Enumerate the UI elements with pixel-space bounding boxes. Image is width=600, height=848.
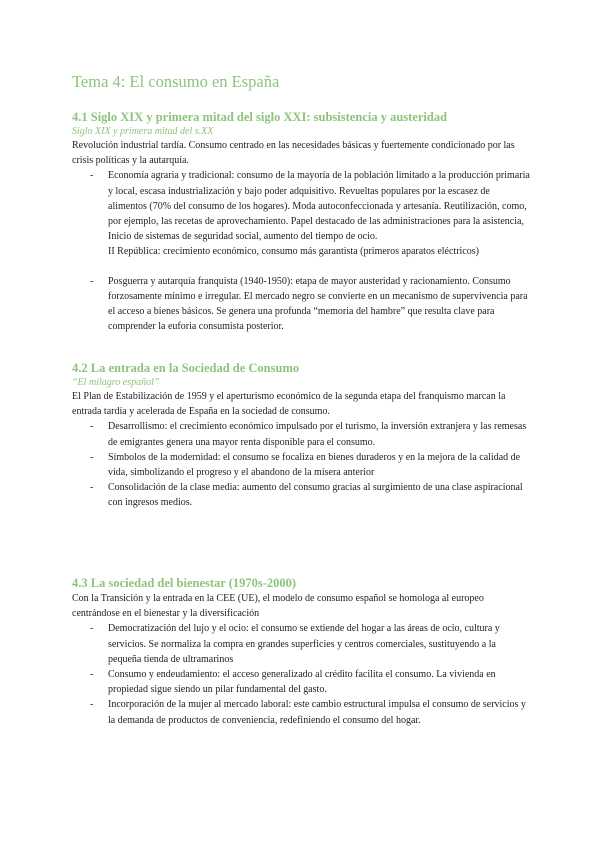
spacer bbox=[108, 260, 530, 274]
list-item bbox=[108, 419, 530, 449]
section-heading: 4.1 Siglo XIX y primera mitad del siglo XXI: subsistencia y austeridad bbox=[72, 110, 448, 124]
list-item-text: Símbolos de la modernidad: el consumo se focaliza en bienes duraderos y en la mejora de la calidad de vida, simbolizando el progreso y el abandono de la mísera anterior bbox=[108, 451, 521, 479]
list-item bbox=[108, 274, 530, 335]
section-heading: 4.3 La sociedad del bienestar (1970s-2000) bbox=[72, 576, 297, 590]
list-item bbox=[108, 697, 530, 727]
document-title: Tema 4: El consumo en España bbox=[72, 72, 280, 91]
section-subheading: Siglo XIX y primera mitad del s.XX bbox=[72, 126, 214, 137]
list-item-text: Consolidación de la clase media: aumento del consumo gracias al surgimiento de una clase aspiracional con ingresos medios. bbox=[108, 482, 523, 509]
section-intro: Con la Transición y la entrada en la CEE (UE), el modelo de consumo español se homologa al europeo centrándose en el bienestar y la diversificación bbox=[72, 593, 484, 620]
list-item bbox=[108, 621, 530, 667]
bullet-list bbox=[72, 621, 530, 727]
section-intro: Revolución industrial tardía. Consumo centrado en las necesidades básicas y fuertemente condicionado por las crisis políticas y la autarquía. bbox=[72, 140, 515, 167]
list-item bbox=[108, 450, 530, 480]
section-subheading: “El milagro español” bbox=[72, 377, 160, 388]
list-item-text: Consumo y endeudamiento: el acceso generalizado al crédito facilita el consumo. La vivienda en propiedad sigue siendo un pilar fundamental del gasto. bbox=[108, 669, 496, 696]
section-4-1 bbox=[72, 110, 530, 334]
section-heading: 4.2 La entrada en la Sociedad de Consumo bbox=[72, 361, 300, 375]
list-item bbox=[108, 168, 530, 273]
section-4-3 bbox=[72, 576, 530, 728]
bullet-list bbox=[72, 419, 530, 510]
list-item bbox=[108, 667, 530, 697]
list-item-text: Economía agraria y tradicional: consumo de la mayoría de la población limitado a la producción primaria y local, escasa industrialización y bajo poder adquisitivo. Revueltas populares por la escasez de alimentos (70% del consumo de los hogares). Moda autoconfeccionada y artesanía. Reutilización, como, por ejemplo, las recetas de aprovechamiento. Papel destacado de las administraciones para la asistencia, Inicio de sistemas de seguridad social, aumento del tiempo de ocio. bbox=[108, 170, 530, 243]
bullet-list bbox=[72, 168, 530, 334]
list-item-text: Desarrollismo: el crecimiento económico impulsado por el turismo, la inversión extranjera y las remesas de emigrantes genera una mayor renta disponible para el consumo. bbox=[108, 421, 527, 448]
section-intro: El Plan de Estabilización de 1959 y el aperturismo económico de la segunda etapa del franquismo marcan la entrada tardía y acelerada de España en la sociedad de consumo. bbox=[72, 391, 506, 418]
list-item bbox=[108, 480, 530, 510]
list-item-text: Posguerra y autarquía franquista (1940-1950): etapa de mayor austeridad y racionamiento. Consumo forzosamente mínimo e irregular. El mercado negro se convierte en un mecanismo de supervivencia para el acceso a bienes básicos. Se genera una profunda “memoria del hambre” que resulta clave para comprender la euforia consumista posterior. bbox=[108, 275, 528, 333]
list-item-text: Incorporación de la mujer al mercado laboral: este cambio estructural impulsa el consumo de servicios y la demanda de productos de conveniencia, redefiniendo el consumo del hogar. bbox=[108, 699, 526, 726]
list-item-note: II República: crecimiento económico, consumo más garantista (primeros aparatos eléctricos) bbox=[108, 246, 479, 258]
list-item-text: Democratización del lujo y el ocio: el consumo se extiende del hogar a las áreas de ocio, cultura y servicios. Se normaliza la compra en grandes superficies y centros comerciales, sustituyendo a la pequeña tienda de ultramarinos bbox=[108, 623, 500, 665]
section-4-2 bbox=[72, 361, 530, 511]
